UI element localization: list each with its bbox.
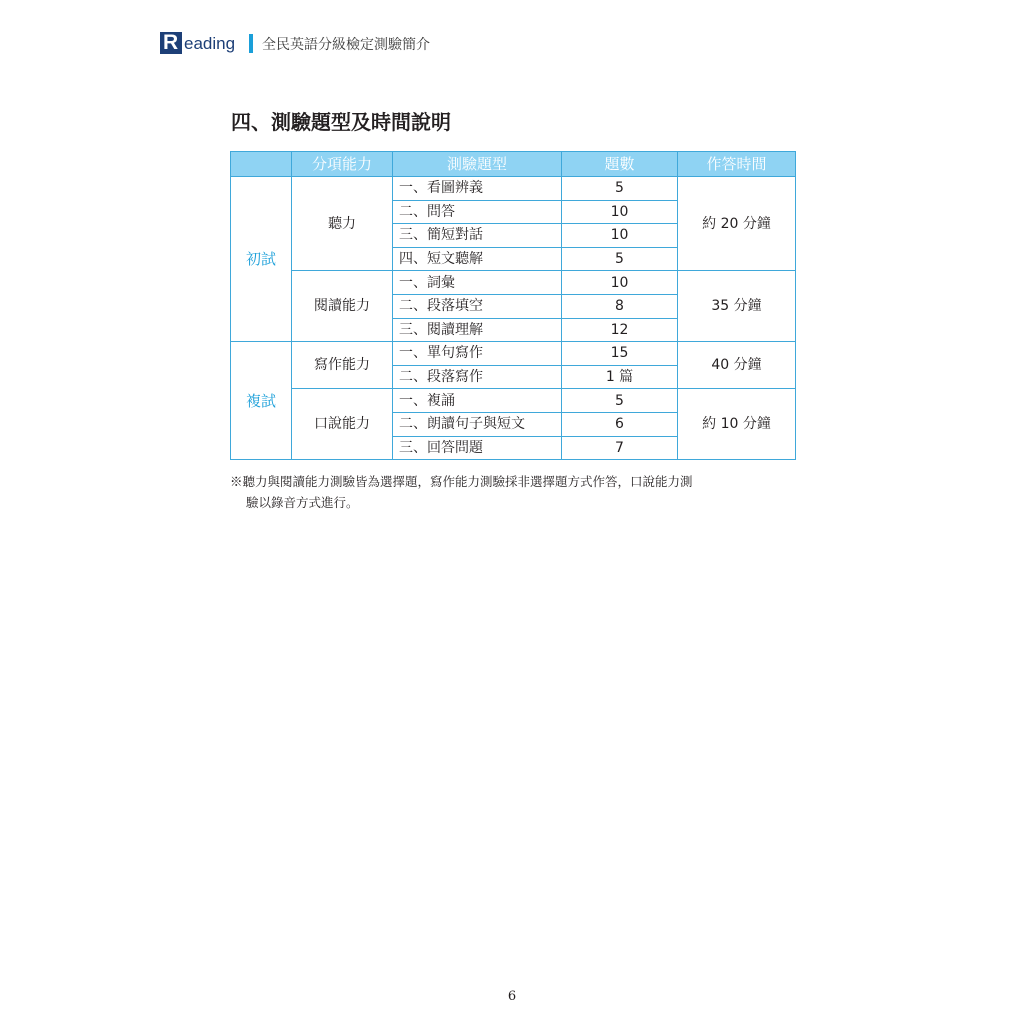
ability-writing: 寫作能力 (292, 342, 393, 389)
stage-first-exam: 初試 (231, 177, 292, 342)
question-count: 10 (562, 200, 678, 224)
header-blank (231, 152, 292, 177)
question-count: 15 (562, 342, 678, 366)
ability-speaking: 口說能力 (292, 389, 393, 460)
footnote-line-1: ※聽力與閱讀能力測驗皆為選擇題，寫作能力測驗採非選擇題方式作答，口說能力測 (230, 474, 693, 489)
time-reading: 35 分鐘 (678, 271, 796, 342)
question-type: 一、複誦 (393, 389, 562, 413)
reading-logo-icon (160, 32, 182, 54)
header-type: 測驗題型 (393, 152, 562, 177)
question-count: 10 (562, 224, 678, 248)
question-count: 10 (562, 271, 678, 295)
question-type: 一、詞彙 (393, 271, 562, 295)
logo-text: eading (184, 34, 236, 53)
time-listening: 約 20 分鐘 (678, 177, 796, 271)
table-row (231, 177, 796, 201)
question-type: 二、朗讀句子與短文 (393, 412, 562, 436)
question-count: 7 (562, 436, 678, 460)
question-type: 二、問答 (393, 200, 562, 224)
time-speaking: 約 10 分鐘 (678, 389, 796, 460)
header-count: 題數 (562, 152, 678, 177)
question-count: 1 篇 (562, 365, 678, 389)
time-writing: 40 分鐘 (678, 342, 796, 389)
ability-reading: 閱讀能力 (292, 271, 393, 342)
question-type: 二、段落填空 (393, 294, 562, 318)
header-title: 全民英語分級檢定測驗簡介 (262, 37, 430, 53)
question-count: 5 (562, 177, 678, 201)
stage-second-exam: 複試 (231, 342, 292, 460)
footnote-line-2: 驗以錄音方式進行。 (246, 495, 359, 510)
question-count: 12 (562, 318, 678, 342)
table-header-row (231, 152, 796, 177)
logo-letter: R (163, 31, 179, 54)
header-time: 作答時間 (678, 152, 796, 177)
question-count: 6 (562, 412, 678, 436)
ability-listening: 聽力 (292, 177, 393, 271)
header-ability: 分項能力 (292, 152, 393, 177)
section-title: 四、測驗題型及時間說明 (231, 110, 451, 134)
exam-format-table (230, 151, 796, 460)
question-type: 一、單句寫作 (393, 342, 562, 366)
table-row (231, 342, 796, 366)
question-count: 5 (562, 247, 678, 271)
header-divider (249, 34, 253, 53)
table-footnote (230, 471, 810, 513)
question-count: 8 (562, 294, 678, 318)
question-type: 三、簡短對話 (393, 224, 562, 248)
question-type: 三、閱讀理解 (393, 318, 562, 342)
question-type: 四、短文聽解 (393, 247, 562, 271)
question-type: 一、看圖辨義 (393, 177, 562, 201)
table-row (231, 271, 796, 295)
question-type: 二、段落寫作 (393, 365, 562, 389)
table-row (231, 389, 796, 413)
question-type: 三、回答問題 (393, 436, 562, 460)
question-count: 5 (562, 389, 678, 413)
page-number: 6 (507, 989, 517, 1004)
